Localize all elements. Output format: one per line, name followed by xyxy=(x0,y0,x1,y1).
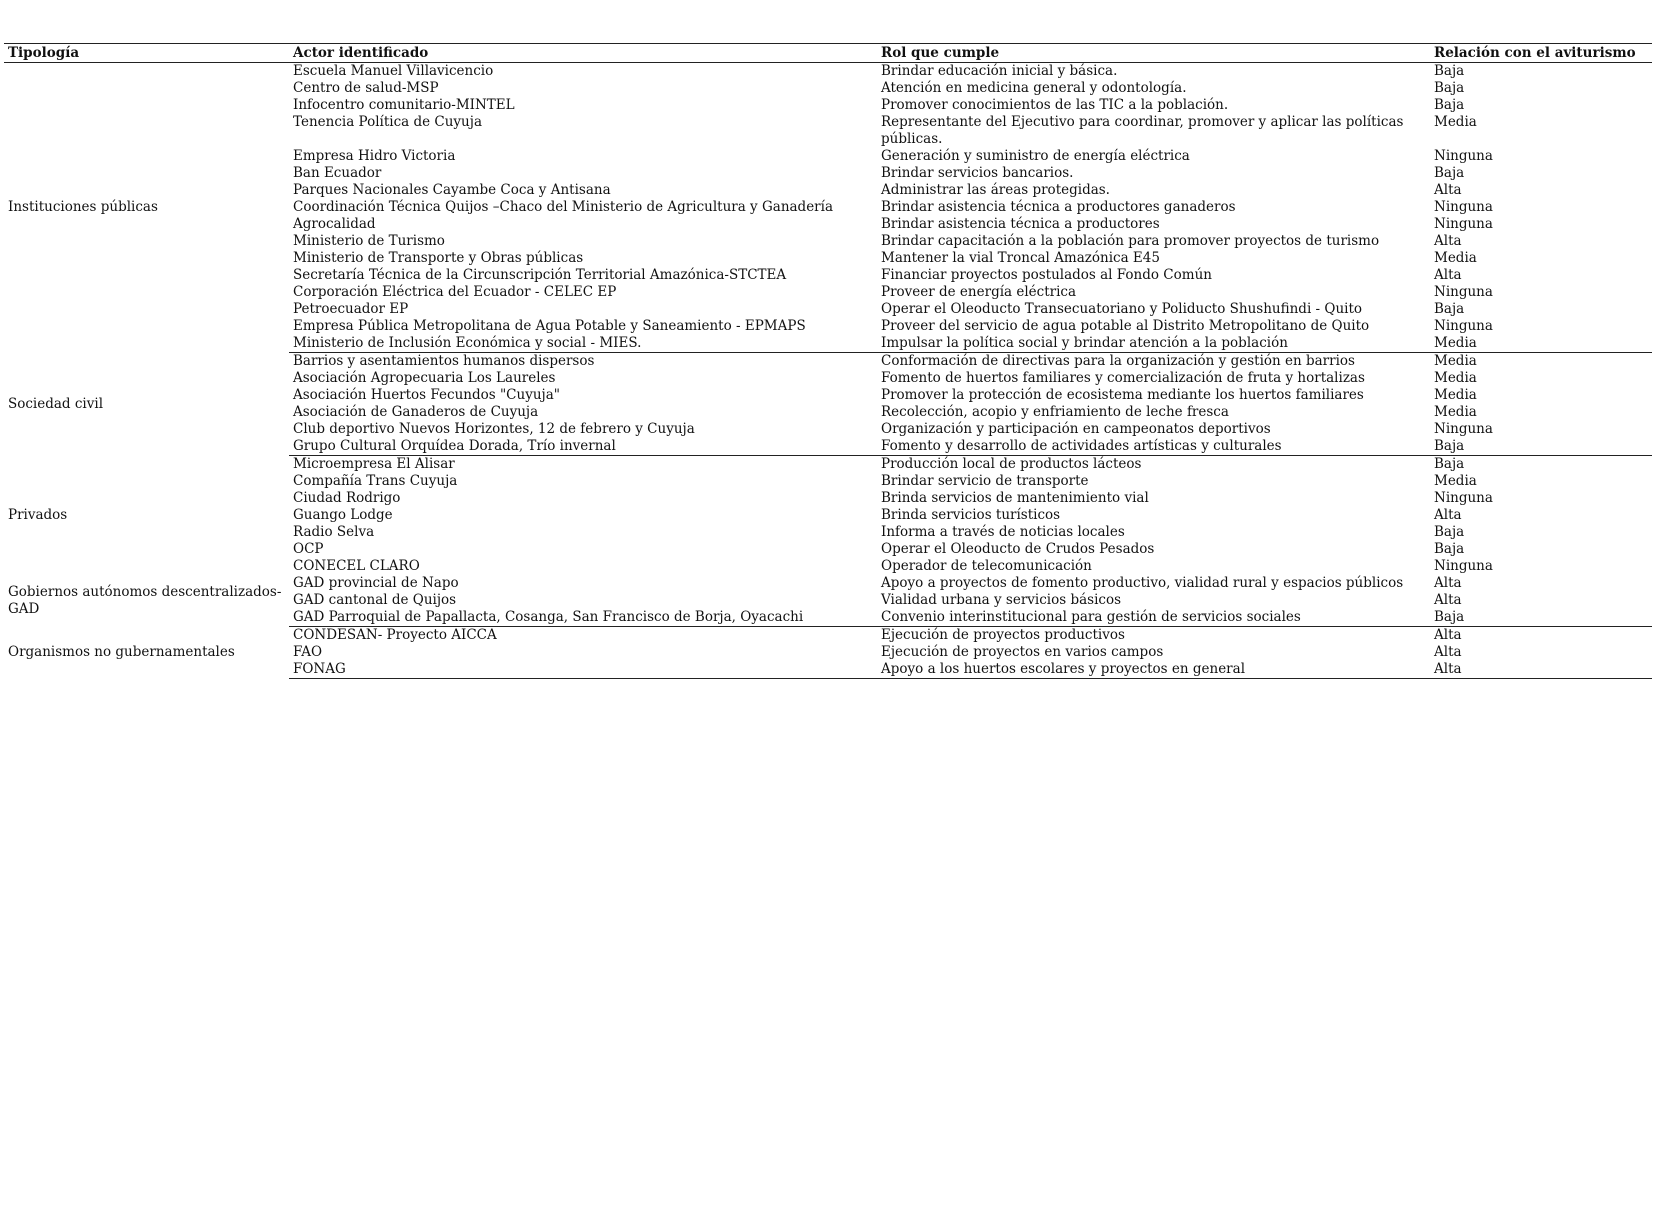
tipologia-cell: Privados xyxy=(8,506,68,523)
relacion-cell: Alta xyxy=(1434,575,1462,591)
relacion-cell: Media xyxy=(1434,404,1477,420)
rol-cell: Apoyo a proyectos de fomento productivo, vialidad rural y espacios públicos xyxy=(881,575,1404,591)
relacion-cell: Alta xyxy=(1434,644,1462,660)
actor-cell: Ministerio de Inclusión Económica y social - MIES. xyxy=(289,335,877,353)
relacion-cell: Baja xyxy=(1434,541,1465,557)
actor-cell: Agrocalidad xyxy=(293,216,376,232)
relacion-cell: Ninguna xyxy=(1434,199,1493,215)
rol-cell: Generación y suministro de energía eléctrica xyxy=(881,148,1190,164)
rol-cell: Fomento y desarrollo de actividades artísticas y culturales xyxy=(877,438,1430,456)
rol-cell: Mantener la vial Troncal Amazónica E45 xyxy=(881,250,1160,266)
relacion-cell: Ninguna xyxy=(1434,216,1493,232)
tipologia-cell: Instituciones públicas xyxy=(8,199,158,216)
table-body xyxy=(4,63,1652,679)
tipologia-cell: Organismos no gubernamentales xyxy=(8,644,235,660)
header-relacion: Relación con el aviturismo xyxy=(1430,44,1652,63)
tipologia-cell: Gobiernos autónomos descentralizados-GAD xyxy=(8,583,282,617)
relacion-cell: Alta xyxy=(1430,661,1652,679)
actor-cell: Barrios y asentamientos humanos dispersos xyxy=(293,353,595,369)
rol-cell: Brinda servicios de mantenimiento vial xyxy=(881,490,1149,506)
actors-table xyxy=(4,43,1652,679)
actor-cell: Asociación Huertos Fecundos "Cuyuja" xyxy=(293,387,560,403)
relacion-cell: Alta xyxy=(1434,592,1462,608)
rol-cell: Brindar asistencia técnica a productores xyxy=(881,216,1160,232)
relacion-cell: Baja xyxy=(1434,80,1465,96)
actor-cell: Empresa Hidro Victoria xyxy=(293,148,456,164)
rol-cell: Ejecución de proyectos productivos xyxy=(881,627,1125,643)
rol-cell: Operar el Oleoducto Transecuatoriano y Poliducto Shushufindi - Quito xyxy=(881,301,1363,317)
actor-cell: FONAG xyxy=(289,661,877,679)
actor-cell: Secretaría Técnica de la Circunscripción Territorial Amazónica-STCTEA xyxy=(293,267,787,283)
relacion-cell: Baja xyxy=(1434,456,1465,472)
actor-cell: Infocentro comunitario-MINTEL xyxy=(293,97,515,113)
actor-cell: Ciudad Rodrigo xyxy=(293,490,401,506)
relacion-cell: Alta xyxy=(1434,267,1462,283)
actor-cell: Escuela Manuel Villavicencio xyxy=(293,63,494,79)
rol-cell: Informa a través de noticias locales xyxy=(881,524,1125,540)
relacion-cell: Baja xyxy=(1430,609,1652,627)
relacion-cell: Ninguna xyxy=(1434,284,1493,300)
actor-cell: Ministerio de Transporte y Obras públicas xyxy=(293,250,584,266)
rol-cell: Proveer del servicio de agua potable al Distrito Metropolitano de Quito xyxy=(881,318,1370,334)
actor-cell: Club deportivo Nuevos Horizontes, 12 de febrero y Cuyuja xyxy=(293,421,695,437)
rol-cell: Conformación de directivas para la organización y gestión en barrios xyxy=(881,353,1355,369)
header-actor: Actor identificado xyxy=(289,44,877,63)
actor-cell: Grupo Cultural Orquídea Dorada, Trío invernal xyxy=(289,438,877,456)
actor-cell: Asociación Agropecuaria Los Laureles xyxy=(293,370,556,386)
relacion-cell: Baja xyxy=(1434,301,1465,317)
rol-cell: Promover conocimientos de las TIC a la población. xyxy=(881,97,1229,113)
actor-cell: Coordinación Técnica Quijos –Chaco del Ministerio de Agricultura y Ganadería xyxy=(293,199,834,215)
actor-cell: Compañía Trans Cuyuja xyxy=(293,473,458,489)
relacion-cell: Alta xyxy=(1434,627,1462,643)
rol-cell: Ejecución de proyectos en varios campos xyxy=(881,644,1164,660)
header-tipologia: Tipología xyxy=(4,44,289,63)
rol-cell: Administrar las áreas protegidas. xyxy=(881,182,1110,198)
relacion-cell: Baja xyxy=(1434,63,1465,79)
relacion-cell: Ninguna xyxy=(1434,318,1493,334)
table-row xyxy=(4,456,1652,474)
rol-cell: Fomento de huertos familiares y comercialización de fruta y hortalizas xyxy=(881,370,1365,386)
actor-cell: Tenencia Política de Cuyuja xyxy=(293,114,482,130)
rol-cell: Brindar asistencia técnica a productores ganaderos xyxy=(881,199,1236,215)
rol-cell: Financiar proyectos postulados al Fondo Común xyxy=(881,267,1212,283)
rol-cell: Organización y participación en campeonatos deportivos xyxy=(881,421,1271,437)
actor-cell: Parques Nacionales Cayambe Coca y Antisana xyxy=(293,182,611,198)
actor-cell: Asociación de Ganaderos de Cuyuja xyxy=(293,404,539,420)
relacion-cell: Alta xyxy=(1434,507,1462,523)
actor-cell: Ministerio de Turismo xyxy=(293,233,445,249)
actor-cell: Empresa Pública Metropolitana de Agua Potable y Saneamiento - EPMAPS xyxy=(293,318,806,334)
actor-cell: OCP xyxy=(293,541,324,557)
relacion-cell: Media xyxy=(1434,353,1477,369)
rol-cell: Recolección, acopio y enfriamiento de leche fresca xyxy=(881,404,1229,420)
relacion-cell: Media xyxy=(1434,370,1477,386)
actor-cell: Petroecuador EP xyxy=(293,301,409,317)
rol-cell: Brindar servicios bancarios. xyxy=(881,165,1074,181)
relacion-cell: Baja xyxy=(1434,524,1465,540)
actor-cell: Guango Lodge xyxy=(293,507,393,523)
rol-cell: Promover la protección de ecosistema mediante los huertos familiares xyxy=(881,387,1364,403)
actor-cell: Ban Ecuador xyxy=(293,165,382,181)
relacion-cell: Ninguna xyxy=(1434,490,1493,506)
rol-cell: Brindar capacitación a la población para promover proyectos de turismo xyxy=(881,233,1380,249)
rol-cell: Brindar servicio de transporte xyxy=(881,473,1089,489)
rol-cell: Convenio interinstitucional para gestión de servicios sociales xyxy=(877,609,1430,627)
relacion-cell: Media xyxy=(1434,250,1477,266)
relacion-cell: Ninguna xyxy=(1434,421,1493,437)
relacion-cell: Media xyxy=(1434,114,1477,130)
relacion-cell: Alta xyxy=(1434,182,1462,198)
rol-cell: Operar el Oleoducto de Crudos Pesados xyxy=(881,541,1155,557)
tipologia-cell: Sociedad civil xyxy=(8,395,104,412)
relacion-cell: Baja xyxy=(1430,438,1652,456)
rol-cell: Vialidad urbana y servicios básicos xyxy=(881,592,1122,608)
rol-cell: Brindar educación inicial y básica. xyxy=(881,63,1118,79)
relacion-cell: Media xyxy=(1434,387,1477,403)
actor-cell: Corporación Eléctrica del Ecuador - CELEC EP xyxy=(293,284,617,300)
relacion-cell: Media xyxy=(1430,335,1652,353)
actor-cell: GAD provincial de Napo xyxy=(293,575,459,591)
actor-cell: Microempresa El Alisar xyxy=(293,456,455,472)
table-row xyxy=(4,63,1652,81)
rol-cell: Impulsar la política social y brindar atención a la población xyxy=(877,335,1430,353)
rol-cell: Apoyo a los huertos escolares y proyectos en general xyxy=(877,661,1430,679)
relacion-cell: Alta xyxy=(1434,233,1462,249)
table-row xyxy=(4,627,1652,645)
actor-cell: GAD Parroquial de Papallacta, Cosanga, San Francisco de Borja, Oyacachi xyxy=(289,609,877,627)
relacion-cell: Baja xyxy=(1434,97,1465,113)
rol-cell: Proveer de energía eléctrica xyxy=(881,284,1077,300)
rol-cell: Producción local de productos lácteos xyxy=(881,456,1142,472)
rol-cell: Representante del Ejecutivo para coordinar, promover y aplicar las políticas públicas. xyxy=(881,114,1404,147)
table-row xyxy=(4,353,1652,371)
rol-cell: Brinda servicios turísticos xyxy=(881,507,1061,523)
table-header-row xyxy=(4,44,1652,63)
actor-cell: CONDESAN- Proyecto AICCA xyxy=(293,627,497,643)
relacion-cell: Media xyxy=(1434,473,1477,489)
header-rol: Rol que cumple xyxy=(877,44,1430,63)
rol-cell: Operador de telecomunicación xyxy=(881,558,1092,574)
relacion-cell: Baja xyxy=(1434,165,1465,181)
actor-cell: Radio Selva xyxy=(293,524,375,540)
actor-cell: FAO xyxy=(293,644,323,660)
rol-cell: Atención en medicina general y odontología. xyxy=(881,80,1187,96)
actor-cell: GAD cantonal de Quijos xyxy=(293,592,457,608)
table-row xyxy=(4,575,1652,592)
actor-cell: Centro de salud-MSP xyxy=(293,80,439,96)
relacion-cell: Ninguna xyxy=(1434,148,1493,164)
actor-cell: CONECEL CLARO xyxy=(293,558,420,574)
relacion-cell: Ninguna xyxy=(1434,558,1493,574)
